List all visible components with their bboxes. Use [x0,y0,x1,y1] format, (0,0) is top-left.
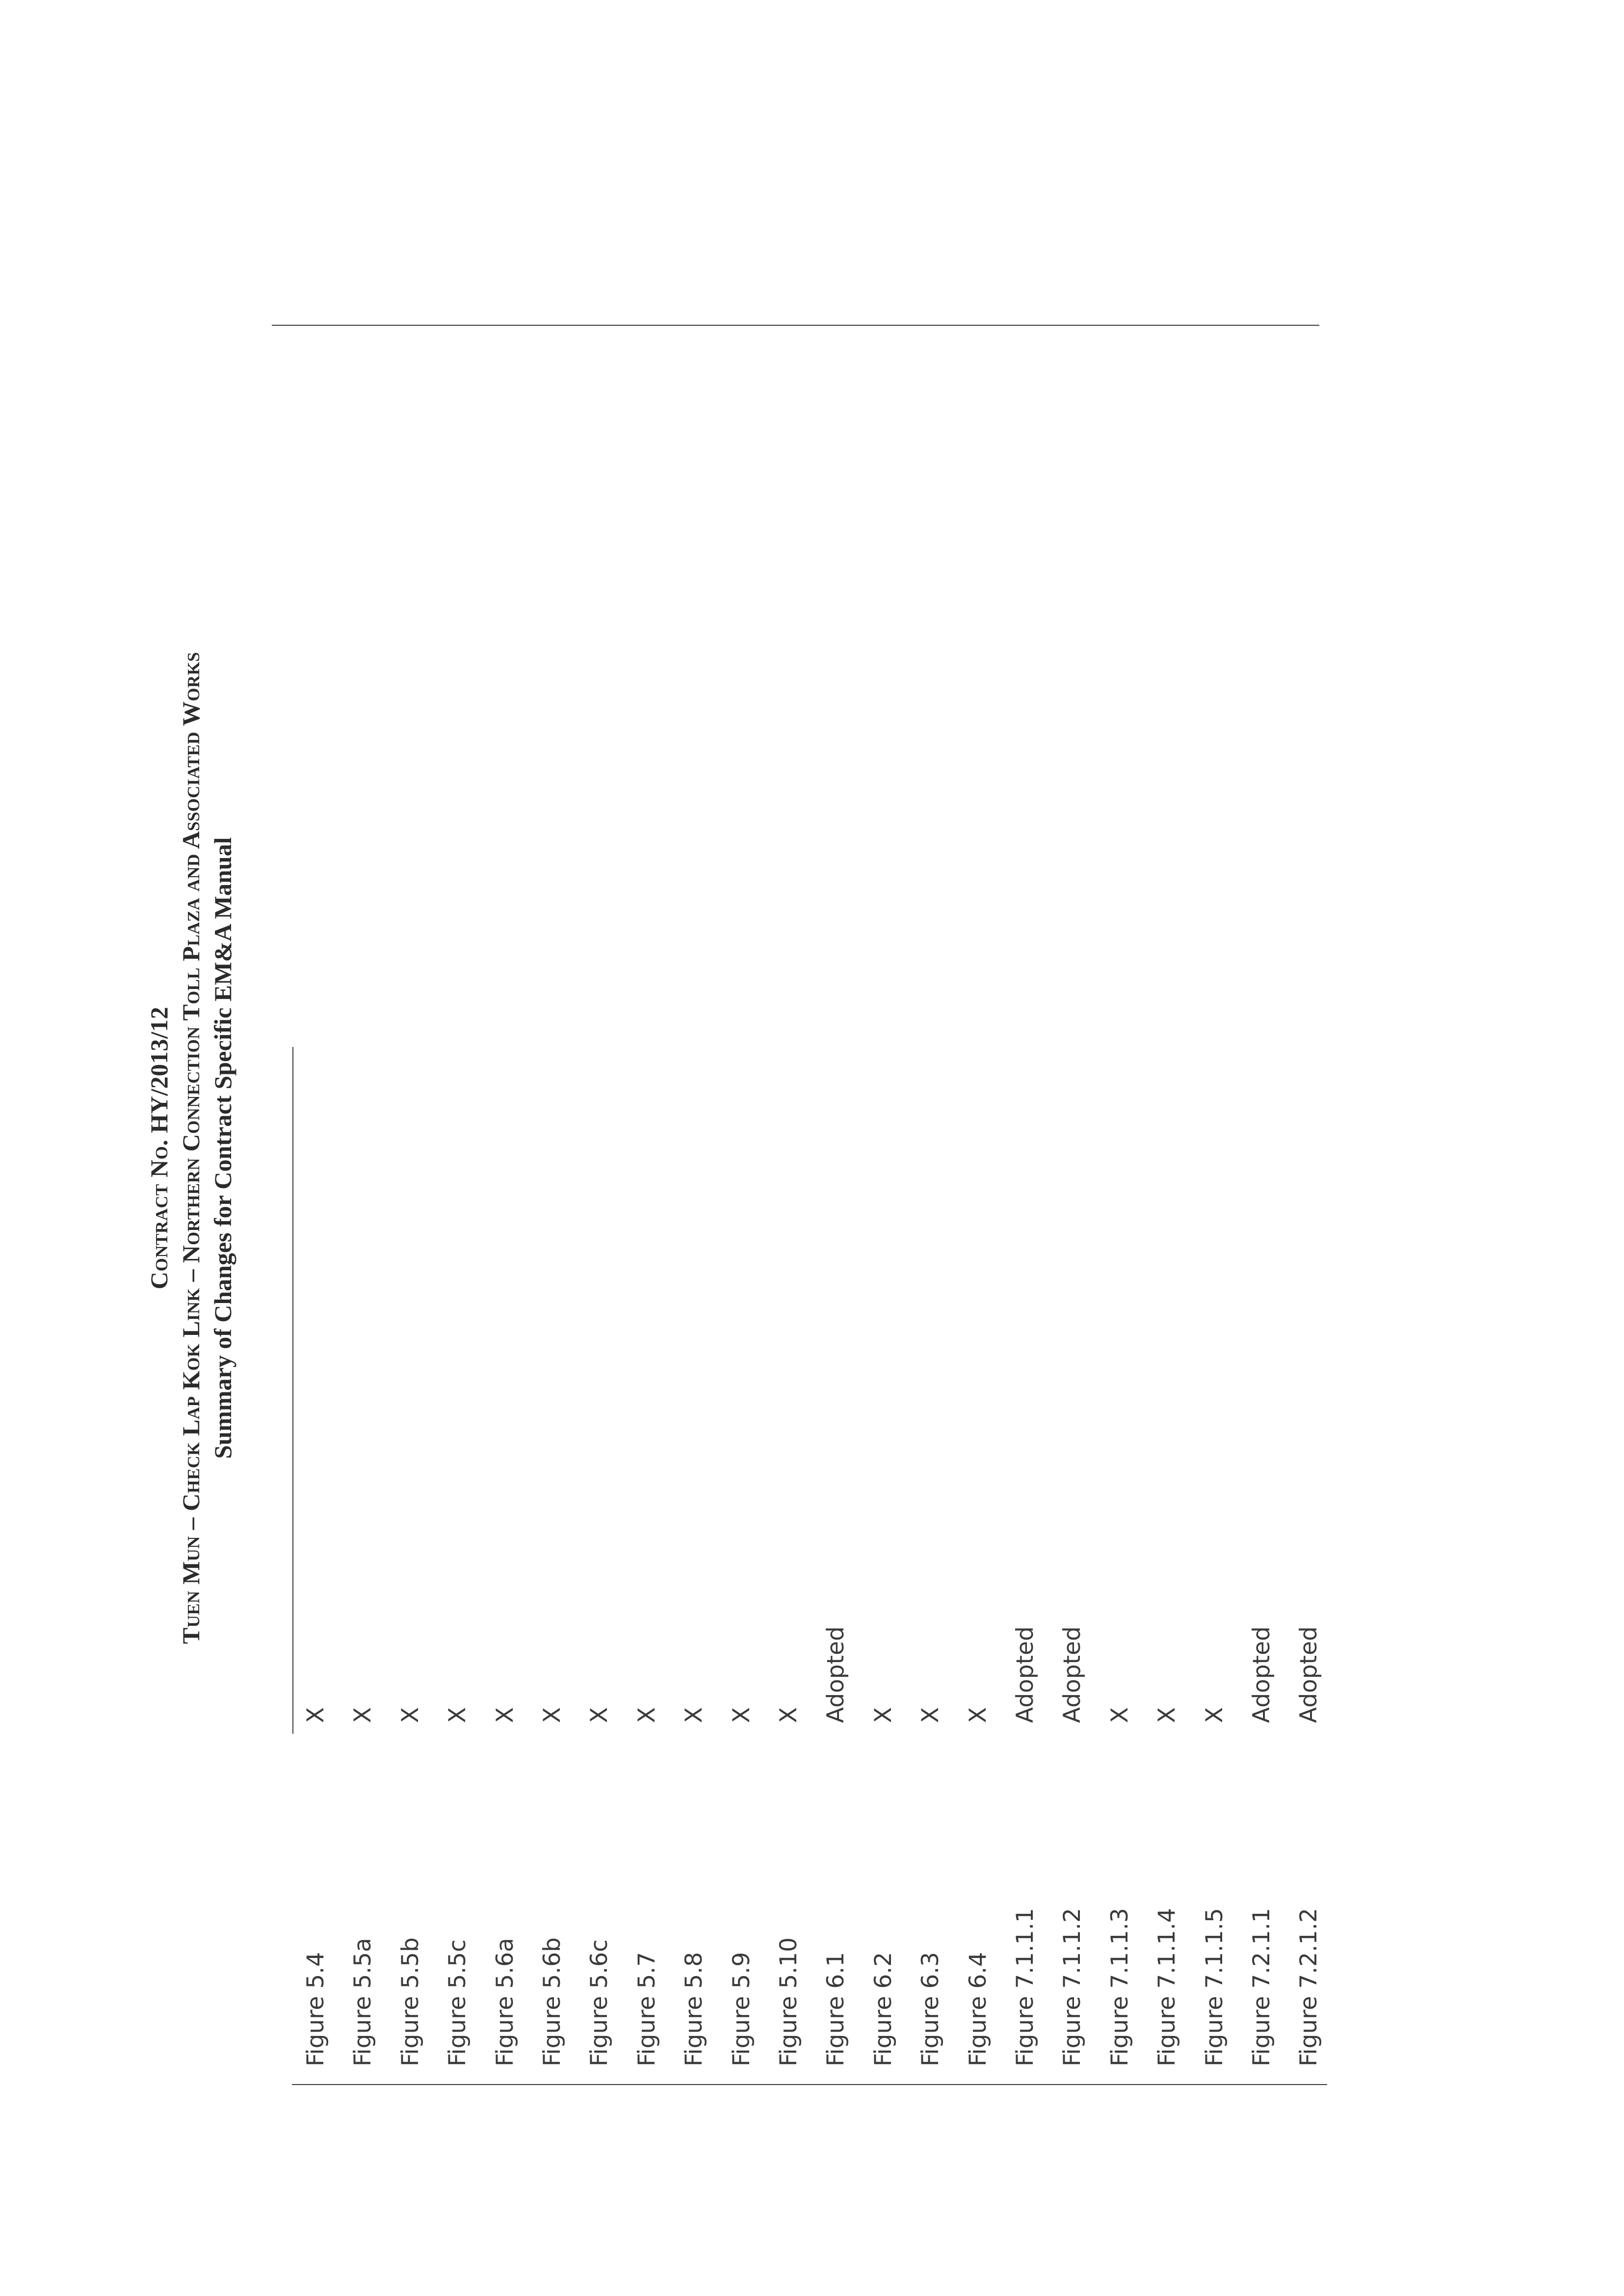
status-cell: X [633,1707,660,1723]
figure-label-cell: Figure 7.2.1.1 [1248,1908,1275,2066]
figure-label-cell: Figure 5.10 [775,1937,802,2066]
table-row [907,987,954,2066]
figure-label-cell: Figure 5.4 [302,1952,329,2066]
project-title-heading: Tuen Mun – Check Lap Kok Link – Northern Connection Toll Plaza and Associated Works [177,652,205,1644]
status-cell: Adopted [1012,1626,1039,1723]
status-cell: X [869,1707,897,1723]
status-cell: X [586,1707,613,1723]
figure-label-cell: Figure 5.7 [633,1952,660,2066]
figure-label-cell: Figure 5.9 [728,1952,755,2066]
table-row [955,987,1002,2066]
figure-label-cell: Figure 7.1.1.2 [1059,1908,1086,2066]
status-cell: X [917,1707,944,1723]
table-row [482,987,529,2066]
status-cell: X [1153,1707,1181,1723]
table-row [340,987,387,2066]
table-row [671,987,718,2066]
table-row [1002,987,1049,2066]
figure-label-cell: Figure 6.3 [917,1952,944,2066]
table-row [387,987,434,2066]
table-row [1097,987,1144,2066]
figure-label-cell: Figure 7.1.1.4 [1153,1908,1181,2066]
table-row [860,987,907,2066]
status-cell: X [444,1707,471,1723]
figure-label-cell: Figure 6.1 [822,1952,850,2066]
table-row [292,987,340,2066]
table-row [529,987,576,2066]
status-cell: X [681,1707,708,1723]
status-cell: X [349,1707,377,1723]
figure-label-cell: Figure 7.1.1.3 [1106,1908,1133,2066]
status-cell: X [964,1707,992,1723]
table-row [624,987,671,2066]
status-cell: X [1106,1707,1133,1723]
status-cell: X [539,1707,566,1723]
status-cell: X [728,1707,755,1723]
table-row [1285,987,1333,2066]
status-cell: X [396,1707,424,1723]
figure-label-cell: Figure 6.4 [964,1952,992,2066]
table-row [718,987,765,2066]
table-row [1191,987,1238,2066]
status-cell: Adopted [822,1626,850,1723]
status-cell: X [1201,1707,1228,1723]
figure-label-cell: Figure 7.1.1.5 [1201,1908,1228,2066]
status-cell: Adopted [1295,1626,1323,1723]
table-row [765,987,812,2066]
figure-label-cell: Figure 6.2 [869,1952,897,2066]
figure-label-cell: Figure 5.6c [586,1939,613,2066]
figure-label-cell: Figure 5.8 [681,1952,708,2066]
status-cell: Adopted [1248,1626,1275,1723]
status-cell: X [775,1707,802,1723]
table-row [434,987,481,2066]
status-cell: X [302,1707,329,1723]
figure-label-cell: Figure 5.5c [444,1939,471,2066]
status-cell: X [491,1707,519,1723]
figure-label-cell: Figure 5.5b [396,1937,424,2066]
table-row [576,987,623,2066]
figure-label-cell: Figure 7.1.1.1 [1012,1908,1039,2066]
figure-label-cell: Figure 5.6a [491,1938,519,2066]
table-row [1238,987,1285,2066]
figure-label-cell: Figure 5.5a [349,1938,377,2066]
table-row [1049,987,1096,2066]
table-row [1144,987,1191,2066]
contract-number-heading: Contract No. HY/2013/12 [145,1006,173,1290]
top-horizontal-rule [272,325,1319,326]
status-cell: Adopted [1059,1626,1086,1723]
summary-subtitle-heading: Summary of Changes for Contract Specific EM&A Manual [209,837,236,1459]
bottom-horizontal-rule [292,2084,1327,2085]
figure-label-cell: Figure 7.2.1.2 [1295,1908,1323,2066]
figure-label-cell: Figure 5.6b [539,1937,566,2066]
table-row [812,987,860,2066]
